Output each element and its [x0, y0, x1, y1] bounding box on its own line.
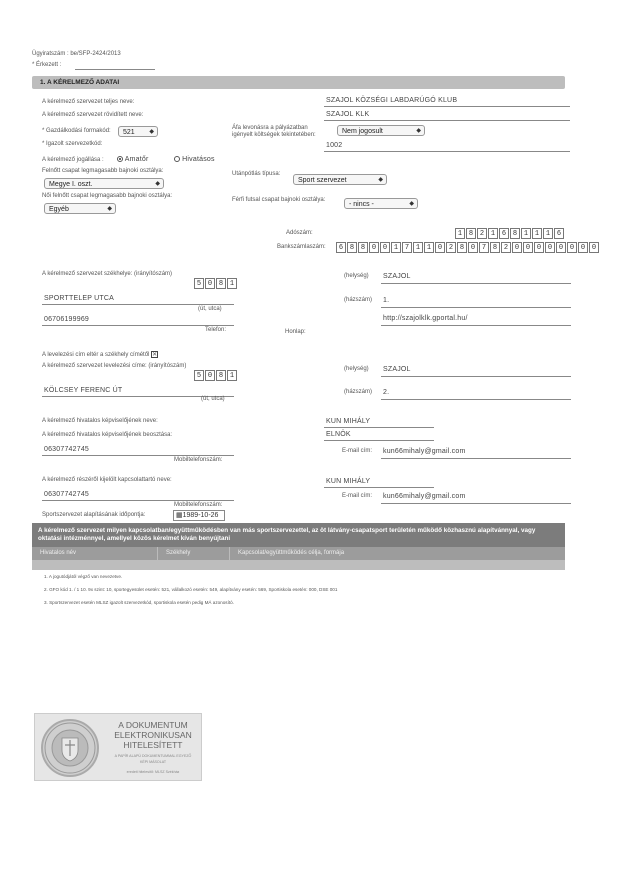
bank-digit-box[interactable]: 0 — [369, 242, 379, 253]
tax-number-boxes[interactable] — [455, 228, 564, 239]
hq-place-value[interactable]: SZAJOL — [383, 273, 411, 280]
economic-form-label: * Gazdálkodási formakód: — [42, 128, 111, 134]
contact-name-label: A kérelmező részéről kijelölt kapcsolattartó neve: — [42, 477, 172, 483]
stamp-line-3: eredeti hitelesítő: MLSZ Székház — [126, 770, 180, 774]
hq-zip-boxes[interactable] — [194, 278, 237, 289]
zip-digit-box[interactable]: 0 — [205, 370, 215, 381]
bank-digit-box[interactable]: 0 — [468, 242, 478, 253]
postal-street-hint: (út, utca) — [201, 396, 225, 402]
tax-digit-box[interactable]: 1 — [532, 228, 542, 239]
homepage-label: Honlap: — [285, 329, 306, 335]
zip-digit-box[interactable]: 8 — [216, 278, 226, 289]
vat-label-2: igényelt költségek tekintetében: — [232, 132, 316, 138]
footnote-1: 1. A jogutódjától végző van nevezetve. — [44, 574, 123, 579]
bank-digit-box[interactable]: 6 — [336, 242, 346, 253]
chevron-down-icon: ◆ — [149, 129, 154, 135]
postal-zip-label: A kérelmező szervezet levelezési címe: (irányítószám) — [42, 363, 187, 369]
zip-digit-box[interactable]: 5 — [194, 370, 204, 381]
men-division-select[interactable]: Egyéb ◆ — [44, 203, 116, 214]
hq-zip-label: A kérelmező szervezet székhelye: (irányítószám) — [42, 271, 173, 277]
stamp-title: A DOKUMENTUM ELEKTRONIKUSAN HITELESÍTETT — [114, 720, 192, 750]
rep-email-value[interactable]: kun66mihaly@gmail.com — [383, 448, 466, 455]
chevron-down-icon: ◆ — [409, 201, 414, 207]
zip-digit-box[interactable]: 0 — [205, 278, 215, 289]
postal-street-value[interactable]: KÖLCSEY FERENC ÚT — [44, 387, 123, 394]
hq-street-value[interactable]: SPORTTELEP UTCA — [44, 295, 115, 302]
relations-heading: A kérelmező szervezet milyen kapcsolatban/együttműködésben van más sportszervezettel, az öt látvány-csapatsport területén működő közhasznú alapítvánnyal, vagy oktatási intézménnyel, amellyel közös kérelmet kíván benyújtani — [32, 523, 565, 547]
tax-digit-box[interactable]: 1 — [455, 228, 465, 239]
vat-select[interactable] — [337, 125, 425, 136]
tax-digit-box[interactable]: 8 — [510, 228, 520, 239]
chevron-down-icon: ◆ — [107, 206, 112, 212]
tax-digit-box[interactable]: 1 — [543, 228, 553, 239]
contact-mobile-value[interactable]: 06307742745 — [44, 491, 90, 498]
zip-digit-box[interactable]: 8 — [216, 370, 226, 381]
short-name-value[interactable]: SZAJOL KLK — [326, 111, 370, 118]
sport-type-label: Utánpótlás típusa: — [232, 171, 281, 177]
contact-email-value[interactable]: kun66mihaly@gmail.com — [383, 493, 466, 500]
rep-email-label: E-mail cím: — [342, 448, 372, 454]
bank-account-label: Bankszámlaszám: — [277, 244, 326, 250]
bank-digit-box[interactable]: 0 — [523, 242, 533, 253]
legal-amateur-option[interactable]: Amatőr — [117, 156, 149, 163]
legal-status-label: A kérelmező jogállása : — [42, 157, 104, 163]
rep-name-value[interactable]: KUN MIHÁLY — [326, 418, 371, 425]
rep-mobile-label: Mobiltelefonszám: — [174, 457, 223, 463]
tax-digit-box[interactable]: 8 — [466, 228, 476, 239]
contact-mobile-label: Mobiltelefonszám: — [174, 502, 223, 508]
received-line — [75, 69, 155, 70]
bank-account-boxes[interactable] — [336, 242, 599, 253]
zip-digit-box[interactable]: 1 — [227, 278, 237, 289]
bank-digit-box[interactable]: 0 — [545, 242, 555, 253]
hq-place-label: (helység) — [344, 273, 369, 279]
chevron-down-icon: ◆ — [155, 181, 160, 187]
homepage-value[interactable]: http://szajolklk.gportal.hu/ — [383, 315, 468, 322]
rep-title-label: A kérelmező hivatalos képviselőjének beosztása: — [42, 432, 173, 438]
bank-digit-box[interactable]: 0 — [556, 242, 566, 253]
received-label: * Érkezett : — [32, 62, 62, 68]
document-number: Ügyiratszám : be/SFP-2424/2013 — [32, 51, 121, 57]
phone-label: Telefon: — [205, 327, 227, 333]
futsal-label: Férfi futsal csapat bajnoki osztálya: — [232, 197, 326, 203]
rep-title-value[interactable]: ELNÖK — [326, 431, 351, 438]
vat-value: Nem jogosult — [342, 128, 383, 135]
chevron-down-icon: ◆ — [378, 177, 383, 183]
rep-name-label: A kérelmező hivatalos képviselőjének neve: — [42, 418, 158, 424]
tax-digit-box[interactable]: 6 — [499, 228, 509, 239]
tax-digit-box[interactable]: 6 — [554, 228, 564, 239]
hq-house-value[interactable]: 1. — [383, 297, 390, 304]
checkbox-checked-icon[interactable]: ✕ — [152, 352, 158, 358]
contact-email-label: E-mail cím: — [342, 493, 372, 499]
bank-digit-box[interactable]: 0 — [435, 242, 445, 253]
bank-digit-box[interactable]: 1 — [391, 242, 401, 253]
bank-digit-box[interactable]: 0 — [534, 242, 544, 253]
sport-type-select[interactable]: Sport szervezet ◆ — [293, 174, 387, 185]
bank-digit-box[interactable]: 0 — [567, 242, 577, 253]
contact-name-value[interactable]: KUN MIHÁLY — [326, 478, 371, 485]
legal-pro-option[interactable]: Hivatásos — [174, 156, 215, 163]
registration-value[interactable]: 1002 — [326, 142, 343, 149]
economic-form-value: 521 — [123, 129, 135, 136]
footnote-2: 2. GFO kód 1. / 1 10. 9x szint: 10, sportegyesület esetén: 521, vállalkozó esetén: 549, alapítvány esetén: 569, Sportiskola esetén: 000, DSE 001 — [44, 587, 338, 592]
coat-of-arms-icon — [43, 721, 97, 775]
postal-place-label: (helység) — [344, 366, 369, 372]
hq-house-label: (házszám) — [344, 297, 373, 303]
tax-digit-box[interactable]: 1 — [488, 228, 498, 239]
postal-house-label: (házszám) — [344, 389, 373, 395]
bank-digit-box[interactable]: 0 — [512, 242, 522, 253]
calendar-icon: ▦ — [176, 512, 183, 519]
column-relation: Kapcsolat/együttműködés célja, formája — [238, 550, 345, 556]
tax-number-label: Adószám: — [286, 230, 313, 236]
stamp-line-1: A PAPÍR ALAPÚ DOKUMENTUMMAL EGYEZŐ — [114, 754, 192, 758]
postal-diff-label: A levelezési cím eltér a székhely címétől ✕ — [42, 352, 158, 359]
phone-value[interactable]: 06706199969 — [44, 316, 90, 323]
postal-place-value[interactable]: SZAJOL — [383, 366, 411, 373]
radio-icon — [174, 156, 180, 162]
postal-house-value[interactable]: 2. — [383, 389, 390, 396]
founded-date-field[interactable] — [173, 510, 225, 521]
bank-digit-box[interactable]: 2 — [446, 242, 456, 253]
short-name-label: A kérelmező szervezet rövidített neve: — [42, 112, 144, 118]
column-seat: Székhely — [158, 547, 230, 560]
bank-digit-box[interactable]: 8 — [347, 242, 357, 253]
futsal-select[interactable]: - nincs - ◆ — [344, 198, 418, 209]
relations-empty-row — [32, 560, 565, 570]
postal-zip-boxes[interactable] — [194, 370, 237, 381]
stamp-line-2: KÉPI MÁSOLAT — [139, 760, 167, 764]
zip-digit-box[interactable]: 5 — [194, 278, 204, 289]
bank-digit-box[interactable]: 7 — [479, 242, 489, 253]
full-name-label: A kérelmező szervezet teljes neve: — [42, 99, 135, 105]
tax-digit-box[interactable]: 2 — [477, 228, 487, 239]
bank-digit-box[interactable]: 8 — [358, 242, 368, 253]
radio-selected-icon — [117, 156, 123, 162]
women-division-select[interactable]: Megye I. oszt. ◆ — [44, 178, 164, 189]
economic-form-select[interactable] — [118, 126, 158, 137]
bank-digit-box[interactable]: 1 — [424, 242, 434, 253]
authentication-stamp — [34, 713, 202, 781]
chevron-down-icon: ◆ — [416, 128, 421, 134]
bank-digit-box[interactable]: 8 — [457, 242, 467, 253]
tax-digit-box[interactable]: 1 — [521, 228, 531, 239]
relations-columns — [32, 547, 565, 560]
founded-value: 1989-10-26 — [182, 512, 219, 519]
vat-label-1: Áfa levonásra a pályázatban — [232, 125, 308, 131]
founded-label: Sportszervezet alapításának időpontja: — [42, 512, 146, 518]
bank-digit-box[interactable]: 8 — [490, 242, 500, 253]
seal-icon — [41, 719, 99, 777]
bank-digit-box[interactable]: 0 — [589, 242, 599, 253]
footnote-3: 3. Sportszervezet esetén MLSZ igazolt szervezetkód, sportiskola esetén pedig MÁ azonosító. — [44, 600, 234, 605]
bank-digit-box[interactable]: 2 — [501, 242, 511, 253]
rep-mobile-value[interactable]: 06307742745 — [44, 446, 90, 453]
full-name-value[interactable]: SZAJOL KÖZSÉGI LABDARÚGÓ KLUB — [326, 97, 458, 104]
bank-digit-box[interactable]: 7 — [402, 242, 412, 253]
registration-label: * Igazolt szervezetkód: — [42, 141, 103, 147]
bank-digit-box[interactable]: 1 — [413, 242, 423, 253]
column-official-name: Hivatalos név — [32, 547, 158, 560]
section-title: 1. A KÉRELMEZŐ ADATAI — [32, 76, 565, 89]
hq-street-hint: (út, utca) — [198, 306, 222, 312]
bank-digit-box[interactable]: 0 — [578, 242, 588, 253]
men-division-label: Női felnőtt csapat legmagasabb bajnoki osztálya: — [42, 193, 173, 199]
women-division-label: Felnőtt csapat legmagasabb bajnoki osztálya: — [42, 168, 164, 174]
bank-digit-box[interactable]: 0 — [380, 242, 390, 253]
zip-digit-box[interactable]: 1 — [227, 370, 237, 381]
